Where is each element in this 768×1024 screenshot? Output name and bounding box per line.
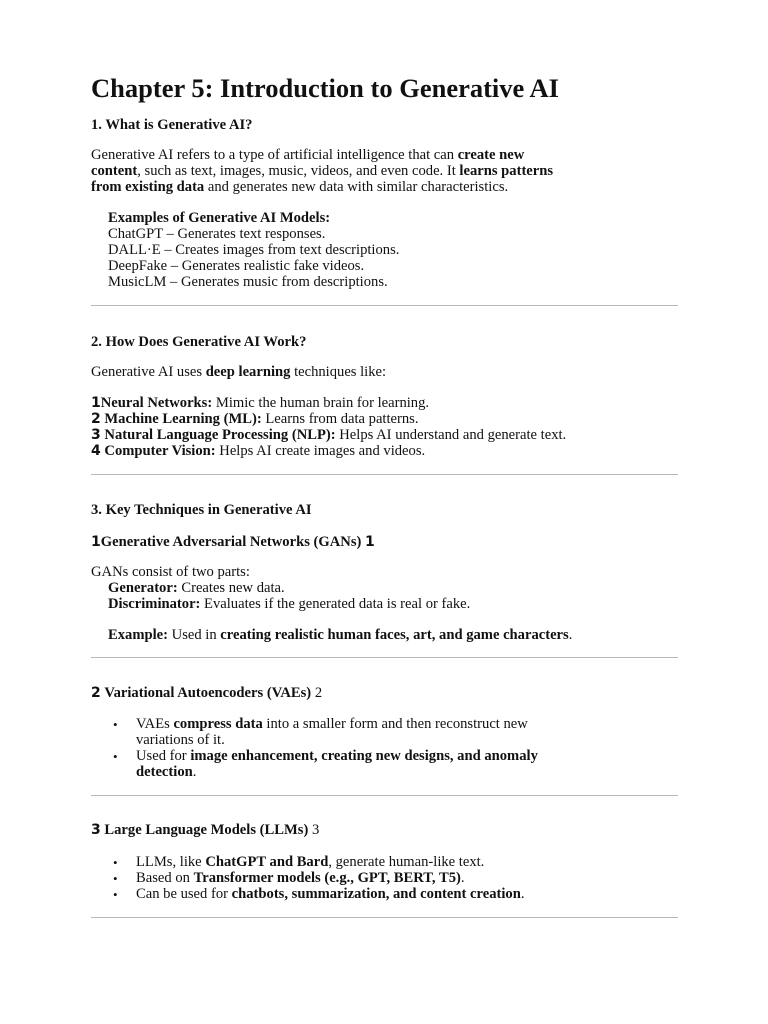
example-item: DALL·E – Creates images from text descriptions. xyxy=(108,242,400,258)
examples-heading: Examples of Generative AI Models: xyxy=(108,210,331,226)
bullet-icon: • xyxy=(113,871,118,886)
number-badge: 1 xyxy=(91,534,101,550)
divider xyxy=(91,657,678,658)
bullet-icon: • xyxy=(113,887,118,902)
vae-bullet-1: VAEs compress data into a smaller form and then reconstruct new variations of it. xyxy=(136,716,528,748)
vae-bullet-2: Used for image enhancement, creating new designs, and anomaly detection. xyxy=(136,748,538,780)
number-badge: 1 xyxy=(91,395,101,411)
section-3-heading: 3. Key Techniques in Generative AI xyxy=(91,502,312,518)
section-2-heading: 2. How Does Generative AI Work? xyxy=(91,334,307,350)
section-1-paragraph: Generative AI refers to a type of artificial intelligence that can create new content, such as text, images, music, videos, and even code. It learns patterns from existing data and generates new data with similar characteristics. xyxy=(91,147,554,195)
llm-bullet-2: Based on Transformer models (e.g., GPT, BERT, T5). xyxy=(136,870,465,886)
bullet-icon: • xyxy=(113,855,118,870)
divider xyxy=(91,917,678,918)
example-item: MusicLM – Generates music from descriptions. xyxy=(108,274,388,290)
technique-item: 3 Natural Language Processing (NLP): Helps AI understand and generate text. xyxy=(91,427,567,443)
number-badge: 3 xyxy=(91,427,101,443)
technique-item: 2 Machine Learning (ML): Learns from data patterns. xyxy=(91,411,419,427)
divider xyxy=(91,795,678,796)
examples-block xyxy=(108,210,399,290)
number-badge: 1 xyxy=(365,534,375,550)
llm-bullet-1: LLMs, like ChatGPT and Bard, generate human-like text. xyxy=(136,854,485,870)
section-1-heading: 1. What is Generative AI? xyxy=(91,117,253,133)
example-item: DeepFake – Generates realistic fake videos. xyxy=(108,258,365,274)
bullet-icon: • xyxy=(113,717,118,732)
bullet-icon: • xyxy=(113,749,118,764)
example-item: ChatGPT – Generates text responses. xyxy=(108,226,326,242)
gan-heading: 1Generative Adversarial Networks (GANs) 1 xyxy=(91,534,375,550)
chapter-title: Chapter 5: Introduction to Generative AI xyxy=(91,73,559,103)
gan-body: GANs consist of two parts: Generator: Creates new data. Discriminator: Evaluates if the generated data is real or fake. xyxy=(91,564,471,612)
vae-heading: 2 Variational Autoencoders (VAEs) 2 xyxy=(91,685,323,701)
number-badge: 2 xyxy=(91,411,101,427)
technique-item: 4 Computer Vision: Helps AI create images and videos. xyxy=(91,443,426,459)
technique-list xyxy=(91,395,566,459)
technique-item: 1Neural Networks: Mimic the human brain for learning. xyxy=(91,395,430,411)
number-badge: 4 xyxy=(91,443,101,459)
divider xyxy=(91,474,678,475)
llm-heading: 3 Large Language Models (LLMs) 3 xyxy=(91,822,320,838)
llm-bullet-3: Can be used for chatbots, summarization, and content creation. xyxy=(136,886,525,902)
divider xyxy=(91,305,678,306)
gan-example: Example: Used in creating realistic human faces, art, and game characters. xyxy=(108,627,573,643)
number-badge: 3 xyxy=(91,822,101,838)
section-2-intro: Generative AI uses deep learning techniques like: xyxy=(91,364,387,380)
number-badge: 2 xyxy=(91,685,101,701)
